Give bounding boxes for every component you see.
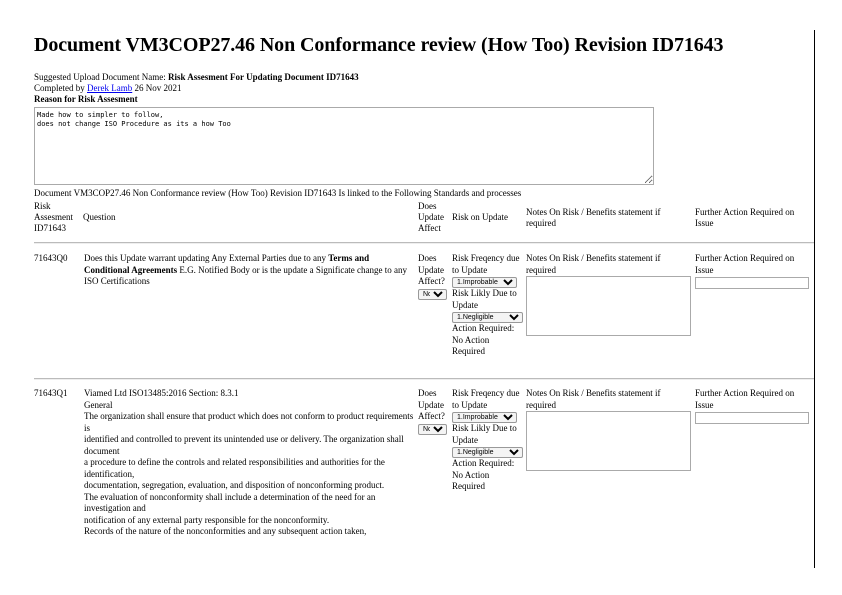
affect-label: Does Update Affect? bbox=[418, 388, 445, 421]
notes-textarea[interactable] bbox=[526, 411, 691, 471]
right-margin-rule bbox=[814, 30, 815, 568]
affect-select-wrap bbox=[418, 423, 447, 435]
body-line: identified and controlled to prevent its unintended use or delivery. The organization shall document bbox=[84, 434, 404, 456]
further-action-label: Further Action Required on Issue bbox=[695, 388, 795, 410]
upload-name-line bbox=[34, 72, 359, 83]
row-question bbox=[84, 253, 414, 288]
frequency-select[interactable] bbox=[452, 412, 517, 423]
body-line: The evaluation of nonconformity shall include a determination of the need for an investigation and bbox=[84, 491, 376, 513]
likely-select[interactable] bbox=[452, 447, 523, 458]
completed-by-link[interactable]: Derek Lamb bbox=[87, 83, 133, 93]
further-action-label: Further Action Required on Issue bbox=[695, 253, 795, 275]
action-label: Action Required: bbox=[452, 323, 515, 333]
completed-line bbox=[34, 83, 359, 94]
affect-label: Does Update Affect? bbox=[418, 253, 445, 286]
upload-label: Suggested Upload Document Name: bbox=[34, 72, 166, 82]
upload-name: Risk Assesment For Updating Document ID71643 bbox=[167, 72, 359, 82]
section-title: General bbox=[84, 399, 113, 410]
action-value: No Action Required bbox=[452, 334, 490, 356]
further-action-input[interactable] bbox=[695, 277, 809, 289]
notes-label: Notes On Risk / Benefits statement if required bbox=[526, 388, 661, 410]
action-label: Action Required: bbox=[452, 458, 515, 468]
reason-textarea[interactable]: Made how to simpler to follow, does not change ISO Procedure as its a how Too bbox=[34, 107, 654, 185]
likely-label: Risk Likly Due to Update bbox=[452, 423, 517, 445]
notes-label: Notes On Risk / Benefits statement if required bbox=[526, 253, 661, 275]
completed-label: Completed by bbox=[34, 83, 85, 93]
risk-column bbox=[452, 253, 524, 358]
header-notes: Notes On Risk / Benefits statement if required bbox=[526, 207, 661, 228]
header-risk-id: Risk Assesment ID71643 bbox=[34, 201, 73, 233]
header-update-affect: Does Update Affect bbox=[418, 201, 444, 233]
row-id: 71643Q0 bbox=[34, 253, 68, 263]
affect-select[interactable] bbox=[418, 424, 447, 435]
risk-column bbox=[452, 388, 524, 493]
question-text-cont: E.G. Notified Body or is the update a Significate change to any ISO Certifications bbox=[84, 264, 408, 286]
page-title: Document VM3COP27.46 Non Conformance review (How Too) Revision ID71643 bbox=[34, 34, 724, 56]
notes-textarea[interactable] bbox=[526, 276, 691, 336]
likely-label: Risk Likly Due to Update bbox=[452, 288, 517, 310]
question-text: Does this Update warrant updating Any External Parties due to any bbox=[84, 253, 329, 263]
header-risk-on-update: Risk on Update bbox=[452, 212, 508, 222]
reason-label: Reason for Risk Assesment bbox=[34, 94, 138, 104]
row-id: 71643Q1 bbox=[34, 388, 68, 398]
row-question bbox=[84, 388, 416, 538]
frequency-select[interactable] bbox=[452, 277, 517, 288]
header-question-wrap bbox=[34, 212, 116, 223]
further-action-input[interactable] bbox=[695, 412, 809, 424]
row-divider bbox=[34, 242, 814, 244]
frequency-label: Risk Freqency due to Update bbox=[452, 388, 520, 410]
body-line: notification of any external party responsible for the nonconformity. bbox=[84, 514, 330, 525]
linked-standards-text: Document VM3COP27.46 Non Conformance review (How Too) Revision ID71643 Is linked to the Following Standards and processes bbox=[34, 188, 522, 198]
body-line: The organization shall ensure that product which does not conform to product requirements is bbox=[84, 411, 414, 433]
body-line: documentation, segregation, evaluation, and disposition of nonconforming product. bbox=[84, 480, 385, 490]
header-question: Question bbox=[83, 212, 116, 222]
frequency-label: Risk Freqency due to Update bbox=[452, 253, 520, 275]
affect-select[interactable] bbox=[418, 289, 447, 300]
header-further-action: Further Action Required on Issue bbox=[695, 207, 795, 228]
document-meta bbox=[34, 72, 359, 105]
affect-select-wrap bbox=[418, 288, 447, 300]
likely-select[interactable] bbox=[452, 312, 523, 323]
question-bold-text: Terms and Conditional Agreements bbox=[84, 253, 370, 275]
body-line: a procedure to define the controls and related responsibilities and authorities for the identification, bbox=[84, 457, 385, 479]
row-divider bbox=[34, 378, 814, 380]
completed-date: 26 Nov 2021 bbox=[134, 83, 182, 93]
standard-ref: Viamed Ltd ISO13485:2016 Section: 8.3.1 bbox=[84, 388, 239, 398]
body-line: Records of the nature of the nonconformities and any subsequent action taken, bbox=[84, 526, 367, 536]
action-value: No Action Required bbox=[452, 469, 490, 491]
